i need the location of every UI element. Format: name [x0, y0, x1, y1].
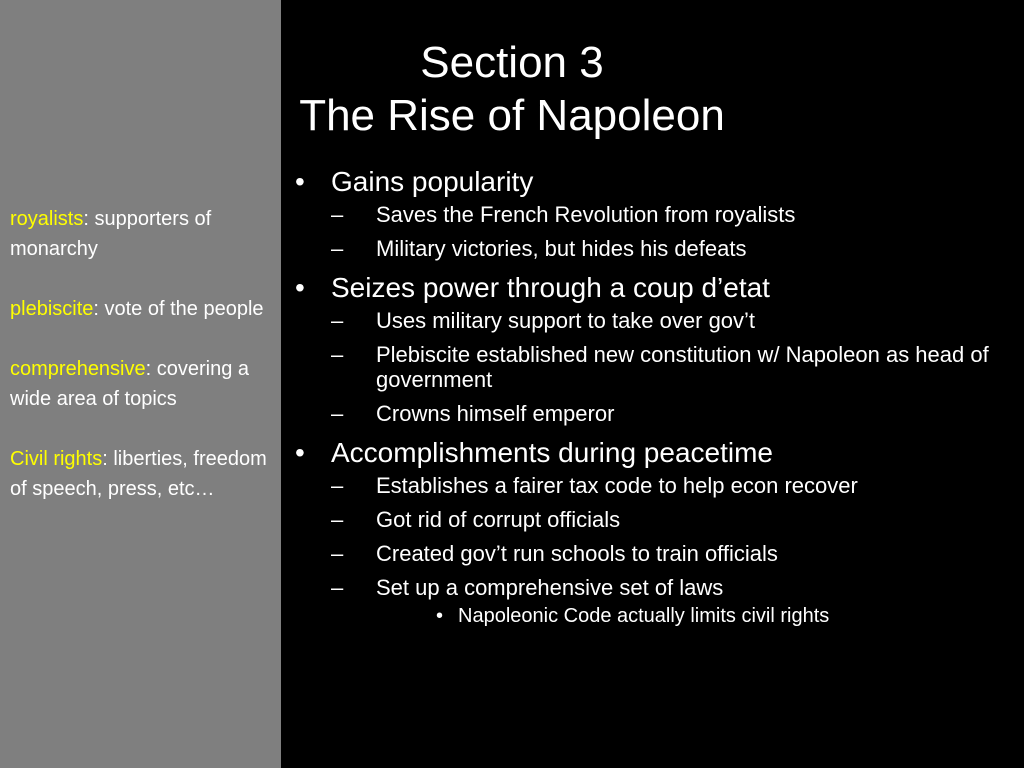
sub-bullet-text: Saves the French Revolution from royalists	[376, 202, 796, 227]
sub-bullet	[331, 236, 993, 261]
sub-bullet-text: Set up a comprehensive set of laws	[376, 575, 724, 600]
sub-bullet-text: Crowns himself emperor	[376, 401, 615, 426]
sub-bullet-text: Uses military support to take over gov’t	[376, 308, 756, 333]
bullet-text: Accomplishments during peacetime	[331, 437, 773, 468]
dash-icon: –	[331, 575, 344, 600]
sub-bullet-text: Establishes a fairer tax code to help econ recover	[376, 473, 858, 498]
dash-icon: –	[331, 507, 344, 532]
glossary-entry-royalists	[10, 204, 270, 264]
bullet-dot-icon: •	[295, 272, 305, 303]
glossary-term: comprehensive	[10, 358, 146, 380]
sub-sub-bullet-text: Napoleonic Code actually limits civil rights	[458, 605, 830, 627]
sub-bullet	[331, 473, 993, 498]
glossary-term: plebiscite	[10, 298, 94, 320]
glossary-entry-civil-rights	[10, 444, 270, 504]
sub-bullet-list	[331, 473, 993, 628]
dash-icon: –	[331, 541, 344, 566]
sub-bullet	[331, 575, 993, 628]
glossary-entry-comprehensive	[10, 354, 270, 414]
bullet-gains-popularity	[293, 164, 993, 261]
slide-title-line-1: Section 3	[420, 38, 604, 87]
glossary-term: royalists	[10, 208, 84, 230]
sub-bullet-text: Created gov’t run schools to train officials	[376, 541, 778, 566]
bullet-seizes-power	[293, 270, 993, 426]
sub-bullet	[331, 202, 993, 227]
bullet-dot-icon: •	[295, 437, 305, 468]
glossary-definition: : covering a wide area of topics	[10, 358, 250, 410]
dash-icon: –	[331, 342, 344, 367]
sub-sub-bullet	[376, 604, 993, 628]
bullet-text: Gains popularity	[331, 166, 534, 197]
glossary-list	[10, 204, 270, 534]
slide-title	[232, 36, 792, 142]
bullet-dot-icon: •	[436, 605, 444, 627]
glossary-definition: : vote of the people	[93, 298, 264, 320]
slide-title-line-2: The Rise of Napoleon	[299, 91, 725, 140]
dash-icon: –	[331, 401, 344, 426]
sub-bullet-text: Plebiscite established new constitution w/ Napoleon as head of government	[376, 342, 989, 392]
sub-bullet-text: Got rid of corrupt officials	[376, 507, 621, 532]
dash-icon: –	[331, 473, 344, 498]
glossary-term: Civil rights	[10, 448, 103, 470]
dash-icon: –	[331, 202, 344, 227]
sub-bullet-text: Military victories, but hides his defeats	[376, 236, 747, 261]
glossary-definition: : liberties, freedom of speech, press, etc…	[10, 448, 267, 500]
bullet-dot-icon: •	[295, 166, 305, 197]
glossary-entry-plebiscite	[10, 294, 270, 324]
bullet-accomplishments	[293, 435, 993, 628]
dash-icon: –	[331, 236, 344, 261]
sub-bullet	[331, 342, 993, 392]
glossary-definition: : supporters of monarchy	[10, 208, 212, 260]
sub-bullet	[331, 308, 993, 333]
sub-bullet	[331, 507, 993, 532]
bullet-list	[293, 164, 993, 637]
sub-bullet-list	[331, 202, 993, 261]
sub-bullet	[331, 401, 993, 426]
dash-icon: –	[331, 308, 344, 333]
sub-sub-bullet-list	[376, 604, 993, 628]
sub-bullet	[331, 541, 993, 566]
bullet-text: Seizes power through a coup d’etat	[331, 272, 770, 303]
sub-bullet-list	[331, 308, 993, 426]
